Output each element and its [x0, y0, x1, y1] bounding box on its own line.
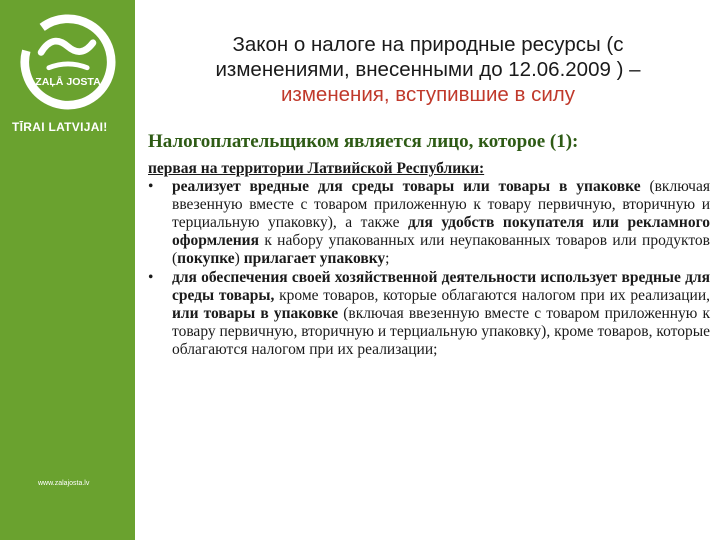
sidebar: [0, 0, 135, 540]
intro-line: первая на территории Латвийской Республики:: [148, 160, 485, 177]
title-line-1: Закон о налоге на природные ресурсы (с: [232, 33, 624, 56]
bullet-text-1: реализует вредные для среды товары или товары в упаковке (включая ввезенную вместе с товаром приложенную к товару первичную, вторичную и терциальную упаковку), а также для удобств покупателя или рекламного оформления к набору упакованных или неупакованных товаров или продуктов (покупке) прилагает упаковку;: [172, 178, 710, 268]
svg-text:ZAĻĀ JOSTA: ZAĻĀ JOSTA: [35, 76, 101, 89]
bullet-item-2: [148, 269, 710, 359]
title-line-2: изменениями, внесенными до 12.06.2009 ) –: [215, 58, 641, 81]
slogan: TĪRAI LATVIJAI!: [12, 120, 108, 134]
bullet-marker: •: [148, 268, 154, 286]
bullet-marker: •: [148, 178, 154, 196]
title-line-3: изменения, вступившие в силу: [280, 83, 576, 106]
bullet-item-1: [148, 178, 710, 268]
subtitle: Налогоплательщиком является лицо, которое (1):: [148, 131, 579, 152]
body-text: [148, 160, 710, 359]
bullet-text-2: для обеспечения своей хозяйственной деятельности использует вредные для среды товары, кроме товаров, которые облагаются налогом при их реализации, или товары в упаковке (включая ввезенную вместе с товаром приложенную к товару первичную, вторичную и терциальную упаковку), кроме товаров, которые облагаются налогом при их реализации;: [172, 268, 711, 358]
website-link[interactable]: www.zalajosta.lv: [38, 480, 90, 487]
page-title: [150, 32, 706, 107]
zala-josta-logo: [20, 14, 116, 110]
